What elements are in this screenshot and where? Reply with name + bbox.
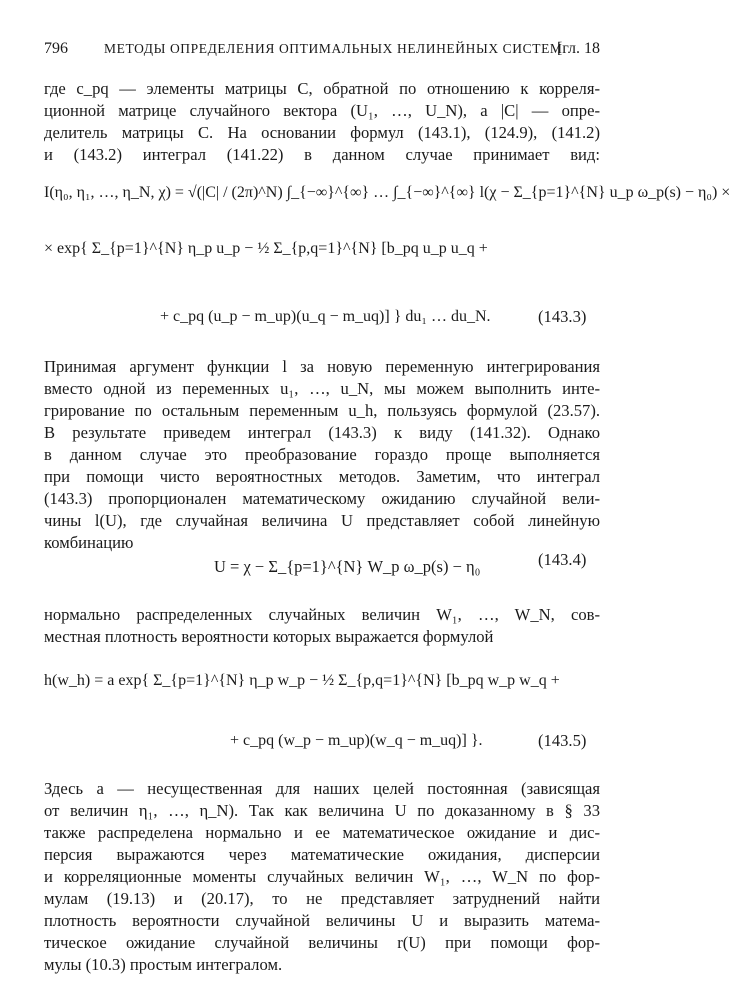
text-line: ционной матрице случайного вектора (U₁, …, U_N), а |C| — опре-	[44, 101, 600, 120]
text-line: мулам (19.13) и (20.17), то не представляет затруднений найти	[44, 889, 600, 908]
equation-number: (143.3)	[538, 307, 587, 326]
text-line: чины l(U), где случайная величина U представляет собой линейную	[44, 511, 600, 530]
text-line: при помощи чисто вероятностных методов. Заметим, что интеграл	[44, 467, 600, 486]
text-line: где c_pq — элементы матрицы C, обратной по отношению к корреля-	[44, 79, 600, 98]
equation-line: + c_pq (u_p − m_up)(u_q − m_uq)] } du₁ … du_N.	[160, 308, 491, 325]
equation-line: h(w_h) = a exp{ Σ_{p=1}^{N} η_p w_p − ½ Σ_{p,q=1}^{N} [b_pq w_p w_q +	[44, 672, 560, 689]
text-line: Здесь a — несущественная для наших целей постоянная (зависящая	[44, 779, 600, 798]
text-line: грирование по остальным переменным u_h, пользуясь формулой (23.57).	[44, 401, 600, 420]
text-line: и корреляционные моменты случайных величин W₁, …, W_N по фор-	[44, 867, 600, 886]
text-line: от величин η₁, …, η_N). Так как величина U по доказанному в § 33	[44, 801, 600, 820]
equation-number: (143.4)	[538, 550, 587, 569]
text-line: местная плотность вероятности которых выражается формулой	[44, 627, 494, 646]
text-line: (143.3) пропорционален математическому ожиданию случайной вели-	[44, 489, 600, 508]
text-line: комбинацию	[44, 533, 134, 552]
equation-number: (143.5)	[538, 731, 587, 750]
text-line: нормально распределенных случайных величин W₁, …, W_N, сов-	[44, 605, 600, 624]
text-line: персия выражаются через математические ожидания, дисперсии	[44, 845, 600, 864]
text-line: плотность вероятности случайной величины U и выразить матема-	[44, 911, 600, 930]
equation-line: × exp{ Σ_{p=1}^{N} η_p u_p − ½ Σ_{p,q=1}^{N} [b_pq u_p u_q +	[44, 240, 488, 257]
text-line: также распределена нормально и ее математическое ожидание и дис-	[44, 823, 600, 842]
running-header	[44, 40, 600, 64]
text-line: тическое ожидание случайной величины r(U) при помощи фор-	[44, 933, 600, 952]
text-line: вместо одной из переменных u₁, …, u_N, мы можем выполнить инте-	[44, 379, 600, 398]
text-line: и (143.2) интеграл (141.22) в данном случае принимает вид:	[44, 145, 600, 164]
equation-line: + c_pq (w_p − m_up)(w_q − m_uq)] }.	[230, 732, 483, 749]
equation-line: I(η₀, η₁, …, η_N, χ) = √(|C| / (2π)^N) ∫_{−∞}^{∞} … ∫_{−∞}^{∞} l(χ − Σ_{p=1}^{N} u_p ω_p(s) − η₀) ×	[44, 184, 730, 201]
page-number: 796	[44, 40, 68, 57]
text-line: Принимая аргумент функции l за новую переменную интегрирования	[44, 357, 600, 376]
text-line: В результате приведем интеграл (143.3) к виду (141.32). Однако	[44, 423, 600, 442]
text-line: в данном случае это преобразование гораздо проще выполняется	[44, 445, 600, 464]
text-line: делитель матрицы C. На основании формул (143.1), (124.9), (141.2)	[44, 123, 600, 142]
running-title: МЕТОДЫ ОПРЕДЕЛЕНИЯ ОПТИМАЛЬНЫХ НЕЛИНЕЙНЫХ СИСТЕМ	[104, 41, 563, 56]
text-line: мулы (10.3) простым интегралом.	[44, 955, 283, 974]
equation-line: U = χ − Σ_{p=1}^{N} W_p ω_p(s) − η₀	[214, 557, 481, 576]
chapter-ref: [гл. 18	[556, 40, 600, 57]
